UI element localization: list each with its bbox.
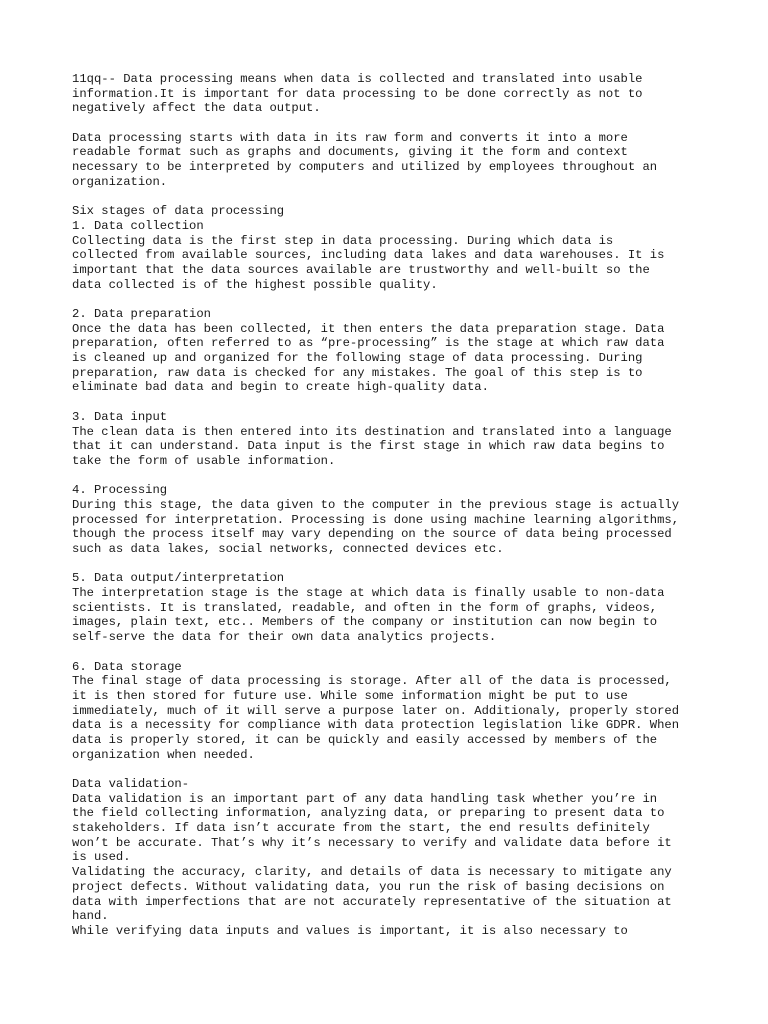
text-line: take the form of usable information. (72, 453, 336, 468)
text-line: important that the data sources available are trustworthy and well-built so the (72, 262, 650, 277)
text-line: organization when needed. (72, 747, 255, 762)
text-line: The clean data is then entered into its destination and translated into a language (72, 424, 672, 439)
text-line: immediately, much of it will serve a purpose later on. Additionaly, properly stored (72, 703, 680, 718)
text-line: hand. (72, 909, 109, 924)
data-validation-section (72, 777, 722, 939)
text-line: Data validation is an important part of any data handling task whether you’re in (72, 791, 658, 806)
text-line: The interpretation stage is the stage at which data is finally usable to non-data (72, 586, 665, 601)
text-line: data collected is of the highest possible quality. (72, 277, 438, 292)
text-line: that it can understand. Data input is the first stage in which raw data begins to (72, 439, 665, 454)
text-line: the field collecting information, analyzing data, or preparing to present data to (72, 806, 665, 821)
text-line: though the process itself may vary depending on the source of data being processed (72, 527, 672, 542)
text-line: Collecting data is the first step in data processing. During which data is (72, 233, 614, 248)
text-line: data is a necessity for compliance with data protection legislation like GDPR. When (72, 718, 680, 733)
text-line: Data processing starts with data in its raw form and converts it into a more (72, 130, 628, 145)
stage-6-data-storage (72, 660, 722, 763)
document-page (72, 72, 722, 939)
text-line: The final stage of data processing is storage. After all of the data is processed, (72, 674, 672, 689)
text-line: project defects. Without validating data, you run the risk of basing decisions on (72, 879, 665, 894)
text-line: images, plain text, etc.. Members of the company or institution can now begin to (72, 615, 658, 630)
intro-paragraph (72, 72, 722, 116)
text-line: organization. (72, 174, 168, 189)
text-line: data is properly stored, it can be quickly and easily accessed by members of the (72, 732, 658, 747)
stage-2-data-preparation (72, 307, 722, 395)
text-line: is used. (72, 850, 131, 865)
text-line: is cleaned up and organized for the following stage of data processing. During (72, 351, 643, 366)
text-line: 6. Data storage (72, 659, 182, 674)
text-line: it is then stored for future use. While some information might be put to use (72, 688, 628, 703)
stage-3-data-input (72, 410, 722, 469)
text-line: eliminate bad data and begin to create high-quality data. (72, 380, 489, 395)
text-line: 1. Data collection (72, 218, 204, 233)
text-line: Validating the accuracy, clarity, and details of data is necessary to mitigate any (72, 865, 672, 880)
text-line: Once the data has been collected, it then enters the data preparation stage. Data (72, 321, 665, 336)
text-line: 4. Processing (72, 483, 168, 498)
text-line: collected from available sources, including data lakes and data warehouses. It is (72, 248, 665, 263)
stage-4-processing (72, 483, 722, 556)
text-line: While verifying data inputs and values is important, it is also necessary to (72, 923, 628, 938)
text-line: processed for interpretation. Processing is done using machine learning algorithms, (72, 512, 680, 527)
text-line: During this stage, the data given to the computer in the previous stage is actually (72, 497, 680, 512)
text-line: self-serve the data for their own data analytics projects. (72, 630, 497, 645)
text-line: readable format such as graphs and documents, giving it the form and context (72, 145, 628, 160)
stage-5-data-output (72, 571, 722, 644)
text-line: preparation, often referred to as “pre-processing” is the stage at which raw data (72, 336, 665, 351)
text-line: won’t be accurate. That’s why it’s necessary to verify and validate data before it (72, 835, 672, 850)
text-line: 11qq-- Data processing means when data is collected and translated into usable (72, 72, 643, 86)
text-line: necessary to be interpreted by computers and utilized by employees throughout an (72, 160, 658, 175)
text-line: preparation, raw data is checked for any mistakes. The goal of this step is to (72, 365, 643, 380)
text-line: 3. Data input (72, 409, 168, 424)
raw-form-paragraph (72, 131, 722, 190)
text-line: 2. Data preparation (72, 307, 211, 321)
text-line: scientists. It is translated, readable, and often in the form of graphs, videos, (72, 600, 658, 615)
text-line: data with imperfections that are not accurately representative of the situation at (72, 894, 672, 909)
text-line: stakeholders. If data isn’t accurate from the start, the end results definitely (72, 821, 650, 836)
text-line: Data validation- (72, 777, 190, 791)
text-line: 5. Data output/interpretation (72, 571, 285, 586)
text-line: information.It is important for data processing to be done correctly as not to (72, 86, 643, 101)
text-line: such as data lakes, social networks, connected devices etc. (72, 542, 504, 556)
text-line: Six stages of data processing (72, 204, 285, 219)
stage-1-data-collection (72, 204, 722, 292)
text-line: negatively affect the data output. (72, 101, 321, 116)
